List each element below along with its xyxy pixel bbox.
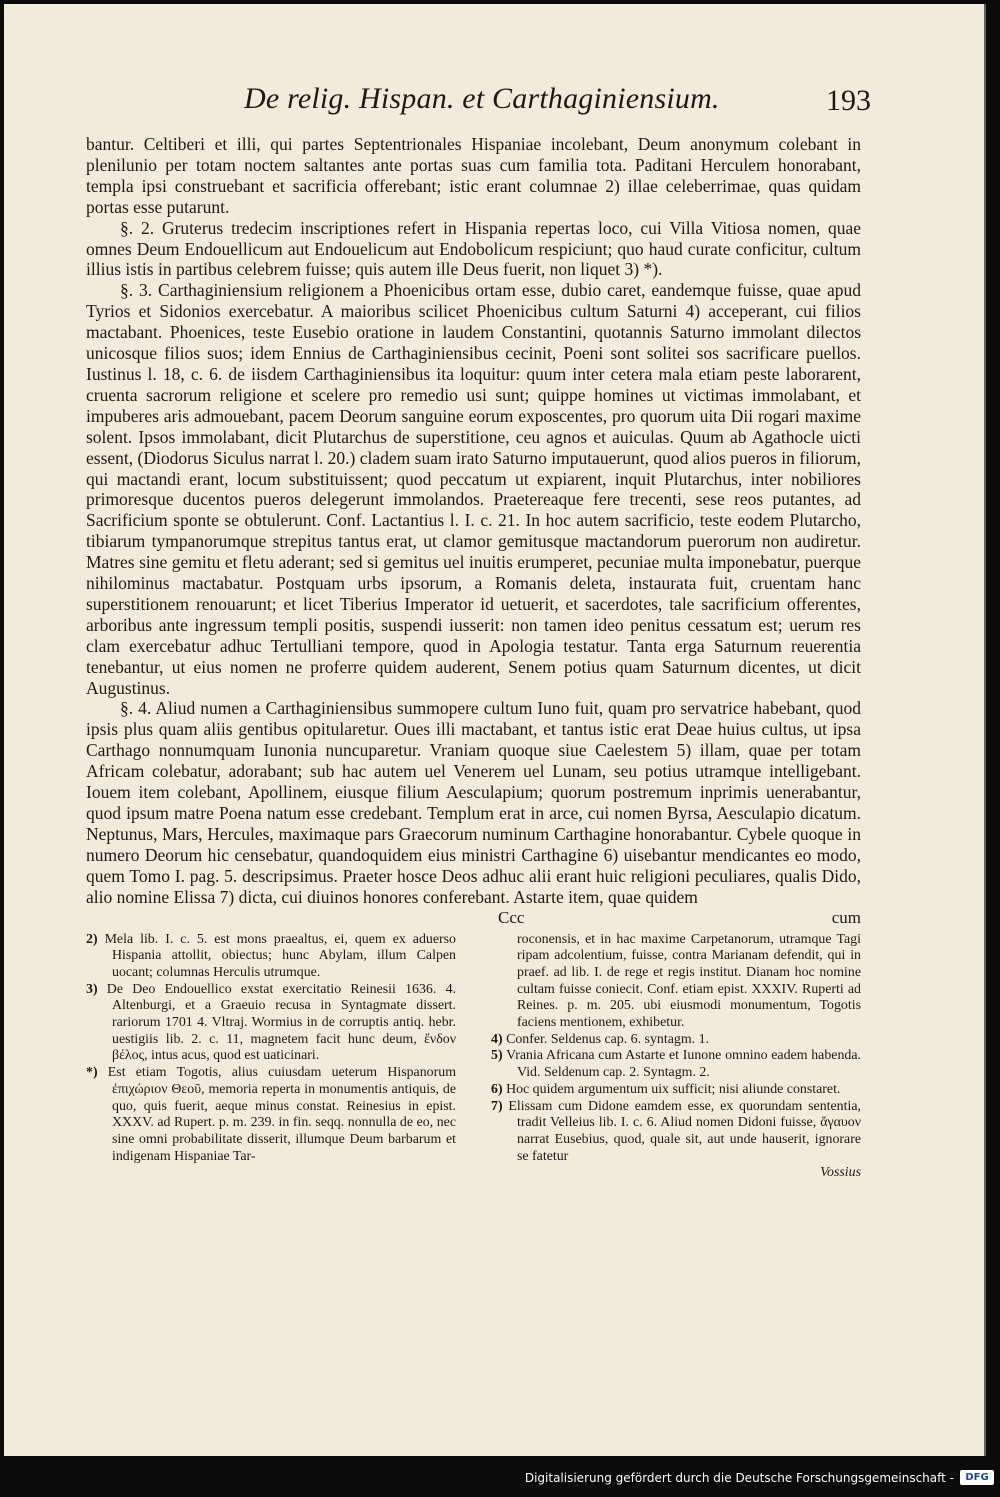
catchword: cum <box>831 907 861 927</box>
footnote-mark: 6) <box>491 1081 503 1097</box>
footnotes-right-column <box>491 932 861 1183</box>
paragraph-4: §. 4. Aliud numen a Carthaginiensibus summopere cultum Iuno fuit, quam pro servatrice habebant, quod ipsis plus quam aliis gentibus opitularetur. Oues illi mactabant, et tantus istic erat Deae huius cultus, ut ipsa Carthago nonnumquam Iunonia nuncuparetur. Vraniam quoque siue Caelestem 5) illam, quae per totam Africam colebatur, adorabant; sub hac autem uel Venerem uel Lunam, seu potius utramque intelligebant. Iouem item colebant, Apollinem, eiusque filium Aesculapium; quorum postremum inprimis uenerabantur, quod ipsum matre Poena natum esse credebant. Templum erat in arce, cui nomen Byrsa, Aesculapio dicatum. Neptunus, Mars, Hercules, maximaque pars Graecorum numinum Carthagine honorabantur. Cybele quoque in numero Deorum hic censebatur, quandoquidem eius ministri Carthagine 6) uisebantur mendicantes eo modo, quem Tomo I. pag. 5. descripsimus. Praeter hosce Deos adhuc alii erant huic religioni peculiares, qualis Dido, alio nomine Elissa 7) dicta, cui diuinos honores conferebant. Astarte item, quae quidem <box>86 698 861 907</box>
footnote-mark: 4) <box>491 1031 503 1047</box>
footnote-5 <box>491 1048 861 1081</box>
paragraph-1: bantur. Celtiberi et illi, qui partes Septentrionales Hispaniae incolebant, Deum anonymum colebant in plenilunio per totam noctem saltantes ante portas suas cum familia tota. Paditani Herculem honorabant, templa ipsi construebant et sacrificia offerebant; istic erant columnae 2) illae celeberrimae, quas quidam portas esse putarunt. <box>86 134 861 217</box>
signature-mark: Ccc <box>498 907 525 927</box>
footnote-continuation: roconensis, et in hac maxime Carpetanorum, utramque Tagi ripam adcolentium, fuisse, contra Marianam defendit, qui in praef. ad lib. I. de rege et regis institut. Dianam hoc nomine cultam fuisse coniecit. Conf. etiam epist. XXXIV. Ruperti ad Reines. p. m. 205. ubi eiusmodi monumentum, Togotis faciens mentionem, exhibetur. <box>517 931 861 1031</box>
dfg-logo-icon[interactable]: DFG <box>960 1470 994 1485</box>
footnote-4 <box>491 1032 861 1049</box>
paragraph-3: §. 3. Carthaginiensium religionem a Phoenicibus ortam esse, dubio caret, eandemque fuisse, quae apud Tyrios et Sidonios exercebatur. A maioribus scilicet Phoenicibus cultum Saturni 4) acceperant, cui filios mactabant. Phoenices, teste Eusebio oratione in laudem Constantini, quotannis Saturno immolant dilectos unicosque filios suos; idem Ennius de Carthaginiensibus cecinit, Poeni sont solitei sos sacrificare puellos. Iustinus l. 18, c. 6. de iisdem Carthaginiensibus ita loquitur: quum inter cetera mala etiam peste laborarent, cruenta sacrorum religione et scelere pro remedio usi sunt; quippe homines ut victimas immolabant, et impuberes aris admouebant, pacem Deorum sanguine eorum exposcentes, pro quorum uita Dii rogari maxime solent. Ipsos immolabant, dicit Plutarchus de superstitione, ceu agnos et auiculas. Quum ab Agathocle uicti essent, (Diodorus Siculus narrat l. 20.) cladem suam irato Saturno imputauerunt, quod alios pueros in filiorum, qui mactandi erant, locum substituissent; quod peccatum ut expiarent, inquit Plutarchus, inter nobiliores primoresque ducentos pueros delegerunt immolandos. Praetereaque fere trecenti, sese reos putantes, ad Sacrificium sponte se obtulerunt. Conf. Lactantius l. I. c. 21. In hoc autem sacrificio, teste eodem Plutarcho, tibiarum tympanorumque strepitus tantus erat, ut clamor gemitusque mactandorum puerorum non audiretur. Matres sine gemitu et fletu aderant; sed si gemitus uel inuitis erumperet, pecuniae multa imponebatur, puerque nihilominus mactabatur. Postquam urbs ipsorum, a Romanis deleta, instaurata fuit, cruentam hanc superstitionem renouarunt; et licet Tiberius Imperator id uetuerit, et sacerdotes, tale sacrificium offerentes, arboribus ante ingressum templi positis, suspendi iusserit: non tamen ideo penitus cessatum est; uerum res clam exercebatur adhuc Tertulliani tempore, quod in Apologia testatur. Tanta erga Saturnum reuerentia tenebantur, ut eius nomen ne proferre quidem auderent, Senem potius quam Saturnum dicentes, ut dicit Augustinus. <box>86 280 861 698</box>
main-text <box>86 134 861 908</box>
footnote-3 <box>86 982 456 1066</box>
catch-line <box>86 908 861 928</box>
footnote-mark: 5) <box>491 1048 503 1064</box>
footnote-text: Confer. Seldenus cap. 6. syntagm. 1. <box>506 1031 709 1047</box>
running-title: De relig. Hispan. et Carthaginiensium. <box>244 82 720 115</box>
footnote-text: Elissam cum Didone eamdem esse, ex quorundam sententia, tradit Velleius lib. I. c. 6. Aliud nomen Didoni fuisse, ἄγαυον narrat Eusebius, quod, quale sit, aut unde hauserit, ignorare se fatetur <box>508 1098 861 1164</box>
page-header <box>86 82 871 134</box>
footnote-mark: *) <box>86 1065 98 1081</box>
footnote-7 <box>491 1099 861 1166</box>
page-number: 193 <box>826 84 871 117</box>
footnotes-left-column <box>86 932 456 1183</box>
book-page <box>4 4 986 1456</box>
footnote-text: Hoc quidem argumentum uix sufficit; nisi aliunde constaret. <box>506 1081 841 1097</box>
footnote-2 <box>86 932 456 982</box>
footnote-mark: 7) <box>491 1098 503 1114</box>
footnote-6 <box>491 1082 861 1099</box>
footnote-text: De Deo Endouellico exstat exercitatio Reinesii 1636. 4. Altenburgi, et a Graeuio recusa in Syntagmate dissert. rariorum 1701 4. Vltraj. Wormius in de corruptis antiq. hebr. uestigiis lib. 2. c. 11, magnetem facit hunc deum, ἔνδον βέλος, intus acus, quod est uaticinari. <box>106 981 456 1064</box>
footnote-text: Est etiam Togotis, alius cuiusdam ueterum Hispanorum ἐπιχώριον Θεοῦ, memoria reperta in monumentis antiquis, de quo, quis fuerit, aeque minus constat. Reinesius in epist. XXXV. ad Rupert. p. m. 239. in fin. seqq. nonnulla de eo, nec sine omni probabilitate disserit, illumque Deum barbarum et indigenam Hispaniae Tar- <box>107 1065 456 1164</box>
paragraph-2: §. 2. Gruterus tredecim inscriptiones refert in Hispania repertas loco, cui Villa Vitiosa nomen, quae omnes Deum Endouellicum aut Endouelicum aut Endobolicum respiciunt; quo haud curate conficitur, cultum illius istis in partibus celebrem fuisse; quis autem ille Deus fuerit, non liquet 3) *). <box>86 217 861 280</box>
footer-bar <box>0 1468 1000 1488</box>
footnotes <box>86 932 861 1183</box>
footnote-text: Mela lib. I. c. 5. est mons praealtus, ei, quem ex aduerso Hispania attollit, obiectus; hunc Abylam, illum Calpen uocant; columnas Herculis utrumque. <box>104 931 456 980</box>
page-content <box>86 82 871 1182</box>
footnote-star <box>86 1065 456 1165</box>
footnote-text: Vrania Africana cum Astarte et Iunone omnino eadem habenda. Vid. Seldenum cap. 2. Syntagm. 2. <box>506 1048 861 1081</box>
funding-notice: Digitalisierung gefördert durch die Deutsche Forschungsgemeinschaft - <box>524 1471 954 1485</box>
footnote-mark: 3) <box>86 981 98 997</box>
footnote-catchword: Vossius <box>820 1165 861 1181</box>
footnote-mark: 2) <box>86 931 98 947</box>
